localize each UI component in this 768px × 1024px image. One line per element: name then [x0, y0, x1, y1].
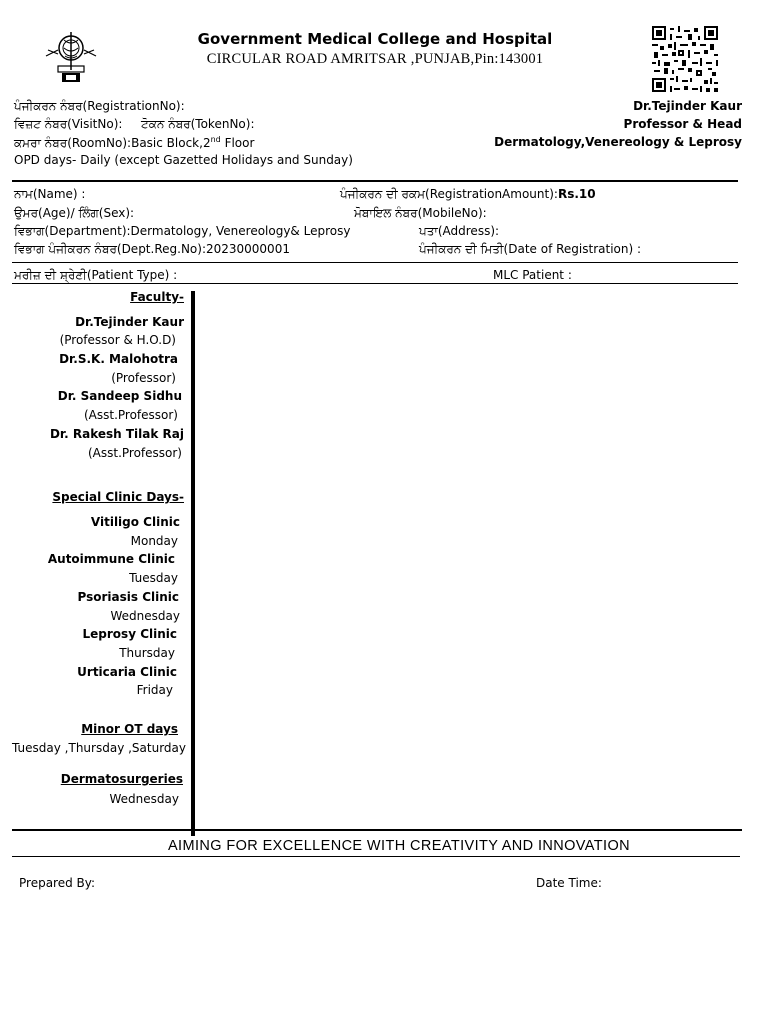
mobile-no-label: ਮੋਬਾਇਲ ਨੰਬਰ(MobileNo):	[354, 206, 487, 220]
department-label: ਵਿਭਾਗ(Department):Dermatology, Venereology& Leprosy	[14, 224, 351, 238]
doctor-title: Professor & Head	[623, 117, 742, 131]
minor-ot-days: Tuesday ,Thursday ,Saturday	[12, 741, 186, 755]
clinic-name: Psoriasis Clinic	[77, 590, 179, 604]
doctor-department: Dermatology,Venereology & Leprosy	[494, 135, 742, 149]
mlc-patient-label: MLC Patient :	[493, 268, 572, 282]
clinic-name: Urticaria Clinic	[77, 665, 177, 679]
registration-amount: ਪੰਜੀਕਰਨ ਦੀ ਰਕਮ(RegistrationAmount):Rs.10	[340, 187, 596, 201]
dermatosurgeries-heading: Dermatosurgeries	[60, 772, 183, 786]
clinic-name: Vitiligo Clinic	[90, 515, 180, 529]
clinic-day: Friday	[136, 683, 173, 697]
dept-reg-no-label: ਵਿਭਾਗ ਪੰਜੀਕਰਨ ਨੰਬਰ(Dept.Reg.No):20230000001	[14, 242, 290, 256]
faculty-role: (Professor)	[111, 371, 176, 385]
prepared-by-label: Prepared By:	[19, 876, 96, 890]
address-label: ਪਤਾ(Address):	[419, 224, 500, 238]
clinic-name: Leprosy Clinic	[82, 627, 177, 641]
clinic-name: Autoimmune Clinic	[47, 552, 175, 566]
patient-divider	[12, 262, 738, 263]
date-time-label: Date Time:	[536, 876, 602, 890]
room-no-label: ਕਮਰਾ ਨੰਬਰ(RoomNo):Basic Block,2nd Floor	[14, 135, 255, 150]
patient-type-label: ਮਰੀਜ਼ ਦੀ ਸ਼੍ਰੇਣੀ(Patient Type) :	[14, 268, 178, 282]
faculty-role: (Asst.Professor)	[87, 446, 182, 460]
faculty-name: Dr. Rakesh Tilak Raj	[49, 427, 184, 441]
hospital-title: Government Medical College and Hospital	[197, 30, 553, 48]
patient-type-divider	[12, 283, 738, 284]
sidebar-divider	[191, 291, 195, 836]
header-divider	[12, 180, 738, 182]
registration-no-label: ਪੰਜੀਕਰਨ ਨੰਬਰ(RegistrationNo):	[14, 99, 185, 113]
visit-no-label: ਵਿਜ਼ਟ ਨੰਬਰ(VisitNo):	[14, 117, 123, 131]
minor-ot-heading: Minor OT days	[81, 722, 178, 736]
faculty-heading: Faculty-	[130, 290, 184, 304]
slogan-text: AIMING FOR EXCELLENCE WITH CREATIVITY AND INNOVATION	[167, 838, 631, 854]
token-no-label: ਟੋਕਨ ਨੰਬਰ(TokenNo):	[141, 117, 255, 131]
hospital-address: CIRCULAR ROAD AMRITSAR ,PUNJAB,Pin:143001	[206, 51, 544, 67]
dermatosurgeries-day: Wednesday	[109, 792, 179, 806]
date-of-registration-label: ਪੰਜੀਕਰਨ ਦੀ ਮਿਤੀ(Date of Registration) :	[419, 242, 642, 256]
footer-bottom-divider	[12, 856, 740, 857]
age-sex-label: ਉਮਰ(Age)/ ਲਿੰਗ(Sex):	[14, 206, 135, 220]
faculty-name: Dr.S.K. Malohotra	[59, 352, 178, 366]
doctor-name: Dr.Tejinder Kaur	[633, 99, 742, 113]
qr-code-icon	[652, 26, 718, 92]
faculty-name: Dr. Sandeep Sidhu	[57, 389, 182, 403]
clinic-day: Monday	[130, 534, 178, 548]
clinic-day: Tuesday	[129, 571, 178, 585]
patient-name-label: ਨਾਮ(Name) :	[14, 187, 86, 201]
faculty-name: Dr.Tejinder Kaur	[75, 315, 184, 329]
special-clinic-heading: Special Clinic Days-	[52, 490, 184, 504]
faculty-role: (Professor & H.O.D)	[59, 333, 176, 347]
opd-days-label: OPD days- Daily (except Gazetted Holidays and Sunday)	[14, 153, 353, 167]
footer-top-divider	[12, 829, 742, 831]
clinic-day: Wednesday	[110, 609, 180, 623]
faculty-role: (Asst.Professor)	[83, 408, 178, 422]
clinic-day: Thursday	[119, 646, 175, 660]
